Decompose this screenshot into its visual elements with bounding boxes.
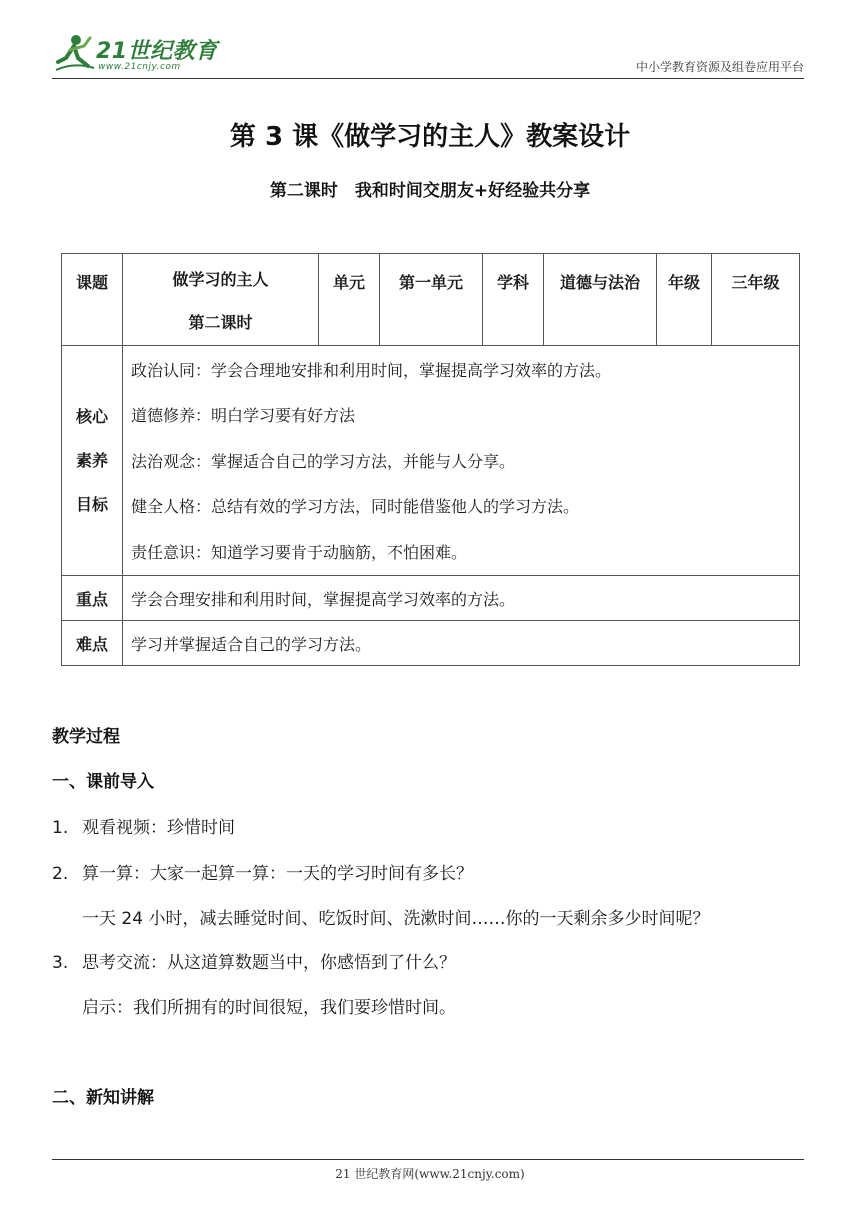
grade-label: 年级	[667, 273, 700, 292]
goals-content-cell	[123, 346, 800, 576]
lesson-info-table	[61, 253, 800, 666]
footer-divider	[52, 1159, 804, 1160]
site-logo[interactable]	[52, 32, 242, 76]
section2-heading: 二、新知讲解	[52, 1088, 154, 1108]
topic-value-line2: 第二课时	[188, 313, 253, 332]
process-heading: 教学过程	[52, 727, 120, 747]
table-row-difficult-point	[62, 621, 800, 666]
goal-item: 道德修养：明白学习要有好方法	[131, 406, 356, 426]
goal-item: 法治观念：掌握适合自己的学习方法，并能与人分享。	[131, 451, 516, 471]
table-row-key-point	[62, 576, 800, 621]
goal-item: 政治认同：学会合理地安排和利用时间，掌握提高学习效率的方法。	[131, 361, 612, 380]
grade-value: 三年级	[731, 273, 780, 292]
goal-item: 责任意识：知道学习要肯于动脑筋，不怕困难。	[131, 542, 468, 562]
list-item	[52, 859, 473, 884]
topic-value-line1: 做学习的主人	[172, 270, 269, 289]
section1-heading: 一、课前导入	[52, 772, 154, 792]
difficult-point-value: 学习并掌握适合自己的学习方法。	[123, 621, 800, 666]
header-platform-name: 中小学教育资源及组卷应用平台	[635, 60, 804, 74]
list-item	[52, 813, 235, 838]
unit-label-cell	[319, 254, 380, 346]
grade-label-cell	[657, 254, 712, 346]
goals-label-cell	[62, 346, 123, 576]
list-item	[52, 948, 456, 973]
page-title: 第 3 课《做学习的主人》教案设计	[229, 122, 631, 152]
unit-value: 第一单元	[398, 273, 463, 292]
table-row-goals	[62, 346, 800, 576]
logo-text: 21世纪教育	[96, 39, 218, 64]
step-detail: 一天 24 小时，减去睡觉时间、吃饭时间、洗漱时间……你的一天剩余多少时间呢？	[82, 909, 710, 929]
topic-label-cell	[62, 254, 123, 346]
step-detail: 启示：我们所拥有的时间很短，我们要珍惜时间。	[82, 998, 456, 1018]
table-row-header	[62, 254, 800, 346]
subject-value: 道德与法治	[559, 273, 640, 292]
goals-label-line: 目标	[75, 494, 108, 514]
logo-url: www.21cnjy.com	[98, 62, 181, 72]
goal-item: 健全人格：总结有效的学习方法，同时能借鉴他人的学习方法。	[131, 497, 580, 517]
step-number: 2.	[52, 864, 69, 884]
topic-value-cell	[123, 254, 319, 346]
step-text: 观看视频：珍惜时间	[82, 818, 235, 838]
key-point-label: 重点	[62, 576, 123, 621]
page-header	[52, 28, 804, 79]
page-subtitle: 第二课时 我和时间交朋友+好经验共分享	[269, 181, 591, 201]
step-text: 思考交流：从这道算数题当中，你感悟到了什么？	[82, 953, 456, 973]
key-point-value: 学会合理安排和利用时间，掌握提高学习效率的方法。	[123, 576, 800, 621]
runner-logo-icon	[52, 32, 96, 76]
difficult-point-label: 难点	[62, 621, 123, 666]
goals-label-line: 素养	[75, 450, 108, 470]
step-number: 3.	[52, 953, 69, 973]
step-text: 算一算：大家一起算一算：一天的学习时间有多长？	[82, 864, 473, 884]
topic-label: 课题	[75, 273, 108, 292]
unit-value-cell	[380, 254, 483, 346]
subject-label: 学科	[496, 273, 529, 292]
grade-value-cell	[712, 254, 800, 346]
step-number: 1.	[52, 818, 69, 838]
page-footer: 21 世纪教育网(www.21cnjy.com)	[335, 1167, 525, 1181]
goals-label-line: 核心	[75, 406, 108, 426]
subject-label-cell	[483, 254, 544, 346]
subject-value-cell	[544, 254, 657, 346]
unit-label: 单元	[332, 273, 365, 292]
